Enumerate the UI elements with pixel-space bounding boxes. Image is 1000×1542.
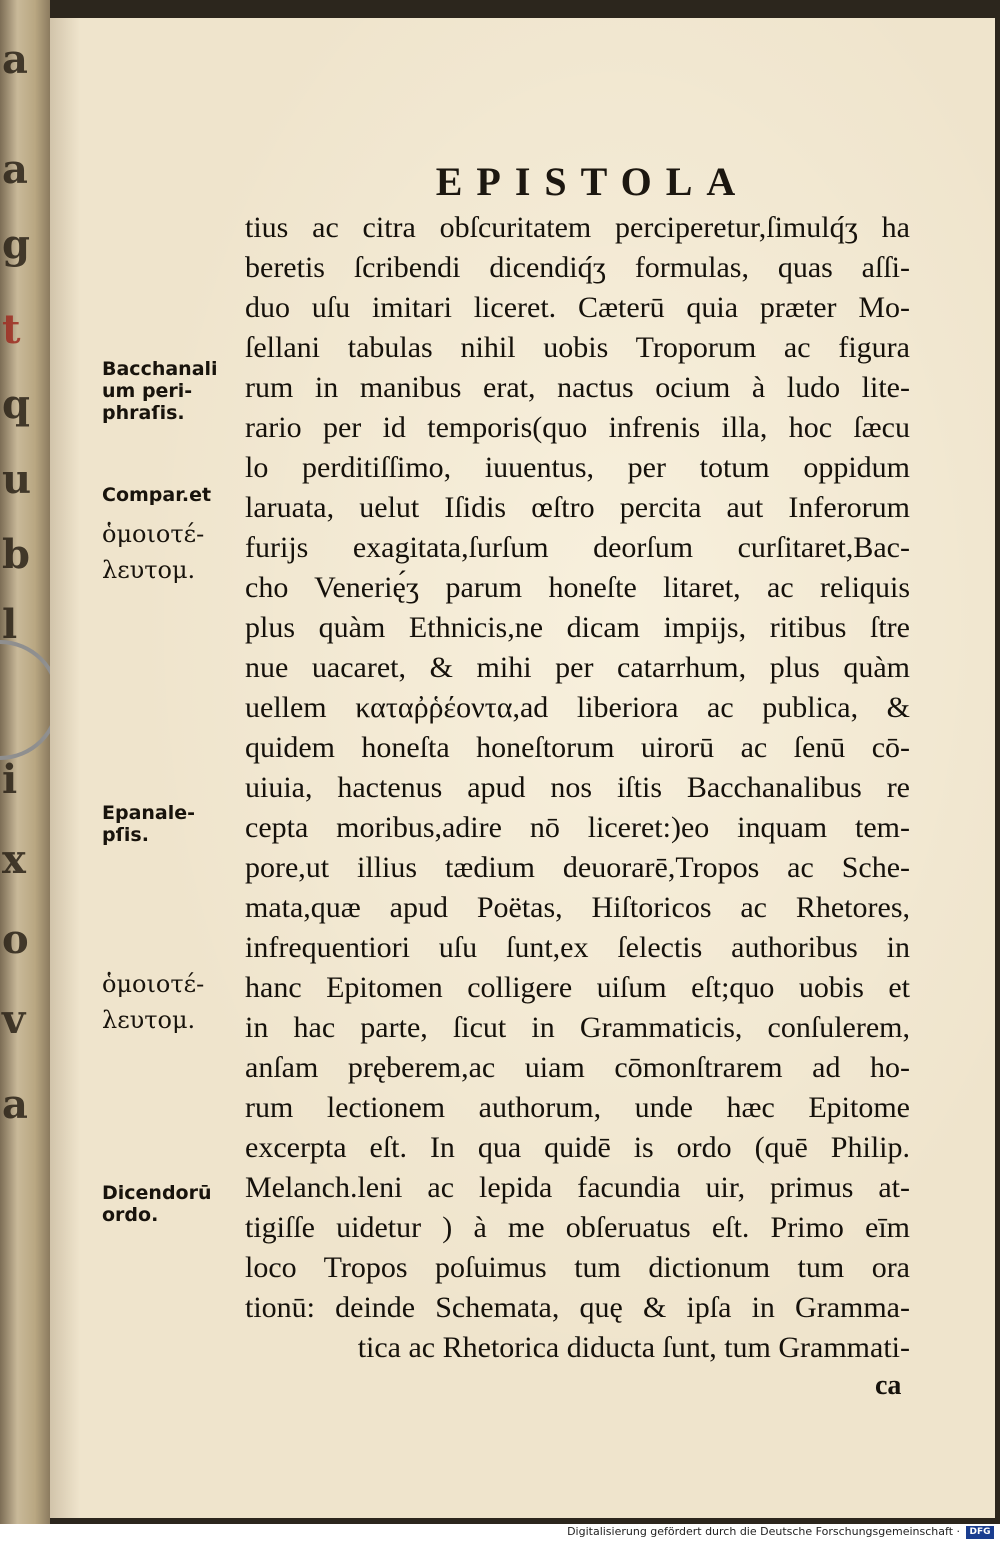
book-page [50, 18, 995, 1518]
text-line: ſellani tabulas nihil uobis Troporum ac figura [245, 331, 910, 364]
text-line: furijs exagitata,ſurſum deorſum curſitaret,Bac‑ [245, 531, 910, 564]
text-line: in hac parte, ſicut in Grammaticis, conſulerem, [245, 1011, 910, 1044]
text-line: duo uſu imitari liceret. Cæterū quia præter Mo‑ [245, 291, 910, 324]
text-line: nue uacaret, & mihi per catarrhum, plus quàm [245, 651, 910, 684]
binding-glyph: t [2, 306, 21, 353]
catchword: ca [875, 1370, 902, 1401]
margin-note-bacchanali: Bacchanali um peri‑ phraſis. [102, 358, 218, 424]
binding-glyph: g [2, 221, 30, 268]
margin-note-homoioteleuton: ὁμοιοτέ‑ λευτομ. [102, 970, 205, 1034]
margin-note-epanalepsis: Epanale‑ pſis. [102, 802, 196, 846]
binding-glyph: i [2, 756, 18, 803]
binding-glyph: l [2, 601, 18, 648]
binding-glyph: v [2, 996, 26, 1043]
body-text-block [245, 208, 910, 1368]
running-head: EPISTOLA [435, 159, 750, 204]
text-line: cho Venerię́ʒ parum honeſte litaret, ac reliquis [245, 571, 910, 604]
text-line: beretis ſcribendi dicendiq́ʒ formulas, quas aſſi‑ [245, 251, 910, 284]
binding-glyph: b [2, 531, 30, 578]
binding-glyph: o [2, 916, 29, 963]
binding-glyph: a [2, 146, 28, 193]
text-line: cepta moribus,adire nō liceret:)eo inquam tem‑ [245, 811, 910, 844]
dfg-logo: DFG [966, 1526, 994, 1539]
text-line: rario per id temporis(quo infrenis illa, hoc ſæcu [245, 411, 910, 444]
text-line: lo perditiſſimo, iuuentus, per totum oppidum [245, 451, 910, 484]
text-line: laruata, uelut Iſidis œſtro percita aut Inferorum [245, 491, 910, 524]
margin-note-homoioteleuton: ὁμοιοτέ‑ λευτομ. [102, 520, 205, 584]
text-line: hanc Epitomen colligere uiſum eſt;quo uobis et [245, 971, 910, 1004]
text-line: tigiſſe uidetur ) à me obſeruatus eſt. Primo eīm [245, 1211, 910, 1244]
text-line: anſam pręberem,ac uiam cōmonſtrarem ad ho‑ [245, 1051, 910, 1084]
text-line: Melanch.leni ac lepida facundia uir, primus at‑ [245, 1171, 910, 1204]
text-line: rum in manibus erat, nactus ocium à ludo lite‑ [245, 371, 910, 404]
binding-glyph: a [2, 1081, 28, 1128]
text-line: mata,quæ apud Poëtas, Hiſtoricos ac Rhetores, [245, 891, 910, 924]
text-line: uellem καταῤῥέοντα,ad liberiora ac publica, & [245, 691, 910, 724]
binding-glyph: x [2, 836, 26, 883]
text-line: tionū: deinde Schemata, quę & ipſa in Gramma‑ [245, 1291, 910, 1324]
text-line: tica ac Rhetorica diducta ſunt, tum Grammati‑ [357, 1331, 910, 1364]
text-line: excerpta eſt. In qua quidē is ordo (quē Philip. [245, 1131, 910, 1164]
text-line: infrequentiori uſu ſunt,ex ſelectis authoribus in [245, 931, 910, 964]
margin-note-dicendorum: Dicendorū ordo. [102, 1182, 212, 1226]
footer-bar [0, 1524, 1000, 1542]
footer-credit: Digitalisierung gefördert durch die Deutsche Forschungsgemeinschaft · [567, 1525, 960, 1538]
binding-glyph: u [2, 456, 32, 503]
margin-note-compar: Compar.et [102, 484, 212, 506]
book-binding [0, 0, 50, 1524]
text-line: tius ac citra obſcuritatem perciperetur,ſimulq́ʒ ha [245, 211, 910, 244]
text-line: plus quàm Ethnicis,ne dicam impijs, ritibus ſtre [245, 611, 910, 644]
binding-glyph: q [2, 381, 30, 428]
text-line: rum lectionem authorum, unde hæc Epitome [245, 1091, 910, 1124]
text-line: quidem honeſta honeſtorum uirorū ac ſenū cō‑ [245, 731, 910, 764]
text-line: uiuia, hactenus apud nos iſtis Bacchanalibus re [245, 771, 910, 804]
text-line: pore,ut illius tædium deuorarē,Tropos ac Sche‑ [245, 851, 910, 884]
binding-glyph: a [2, 36, 28, 83]
text-line: loco Tropos poſuimus tum dictionum tum ora [245, 1251, 910, 1284]
